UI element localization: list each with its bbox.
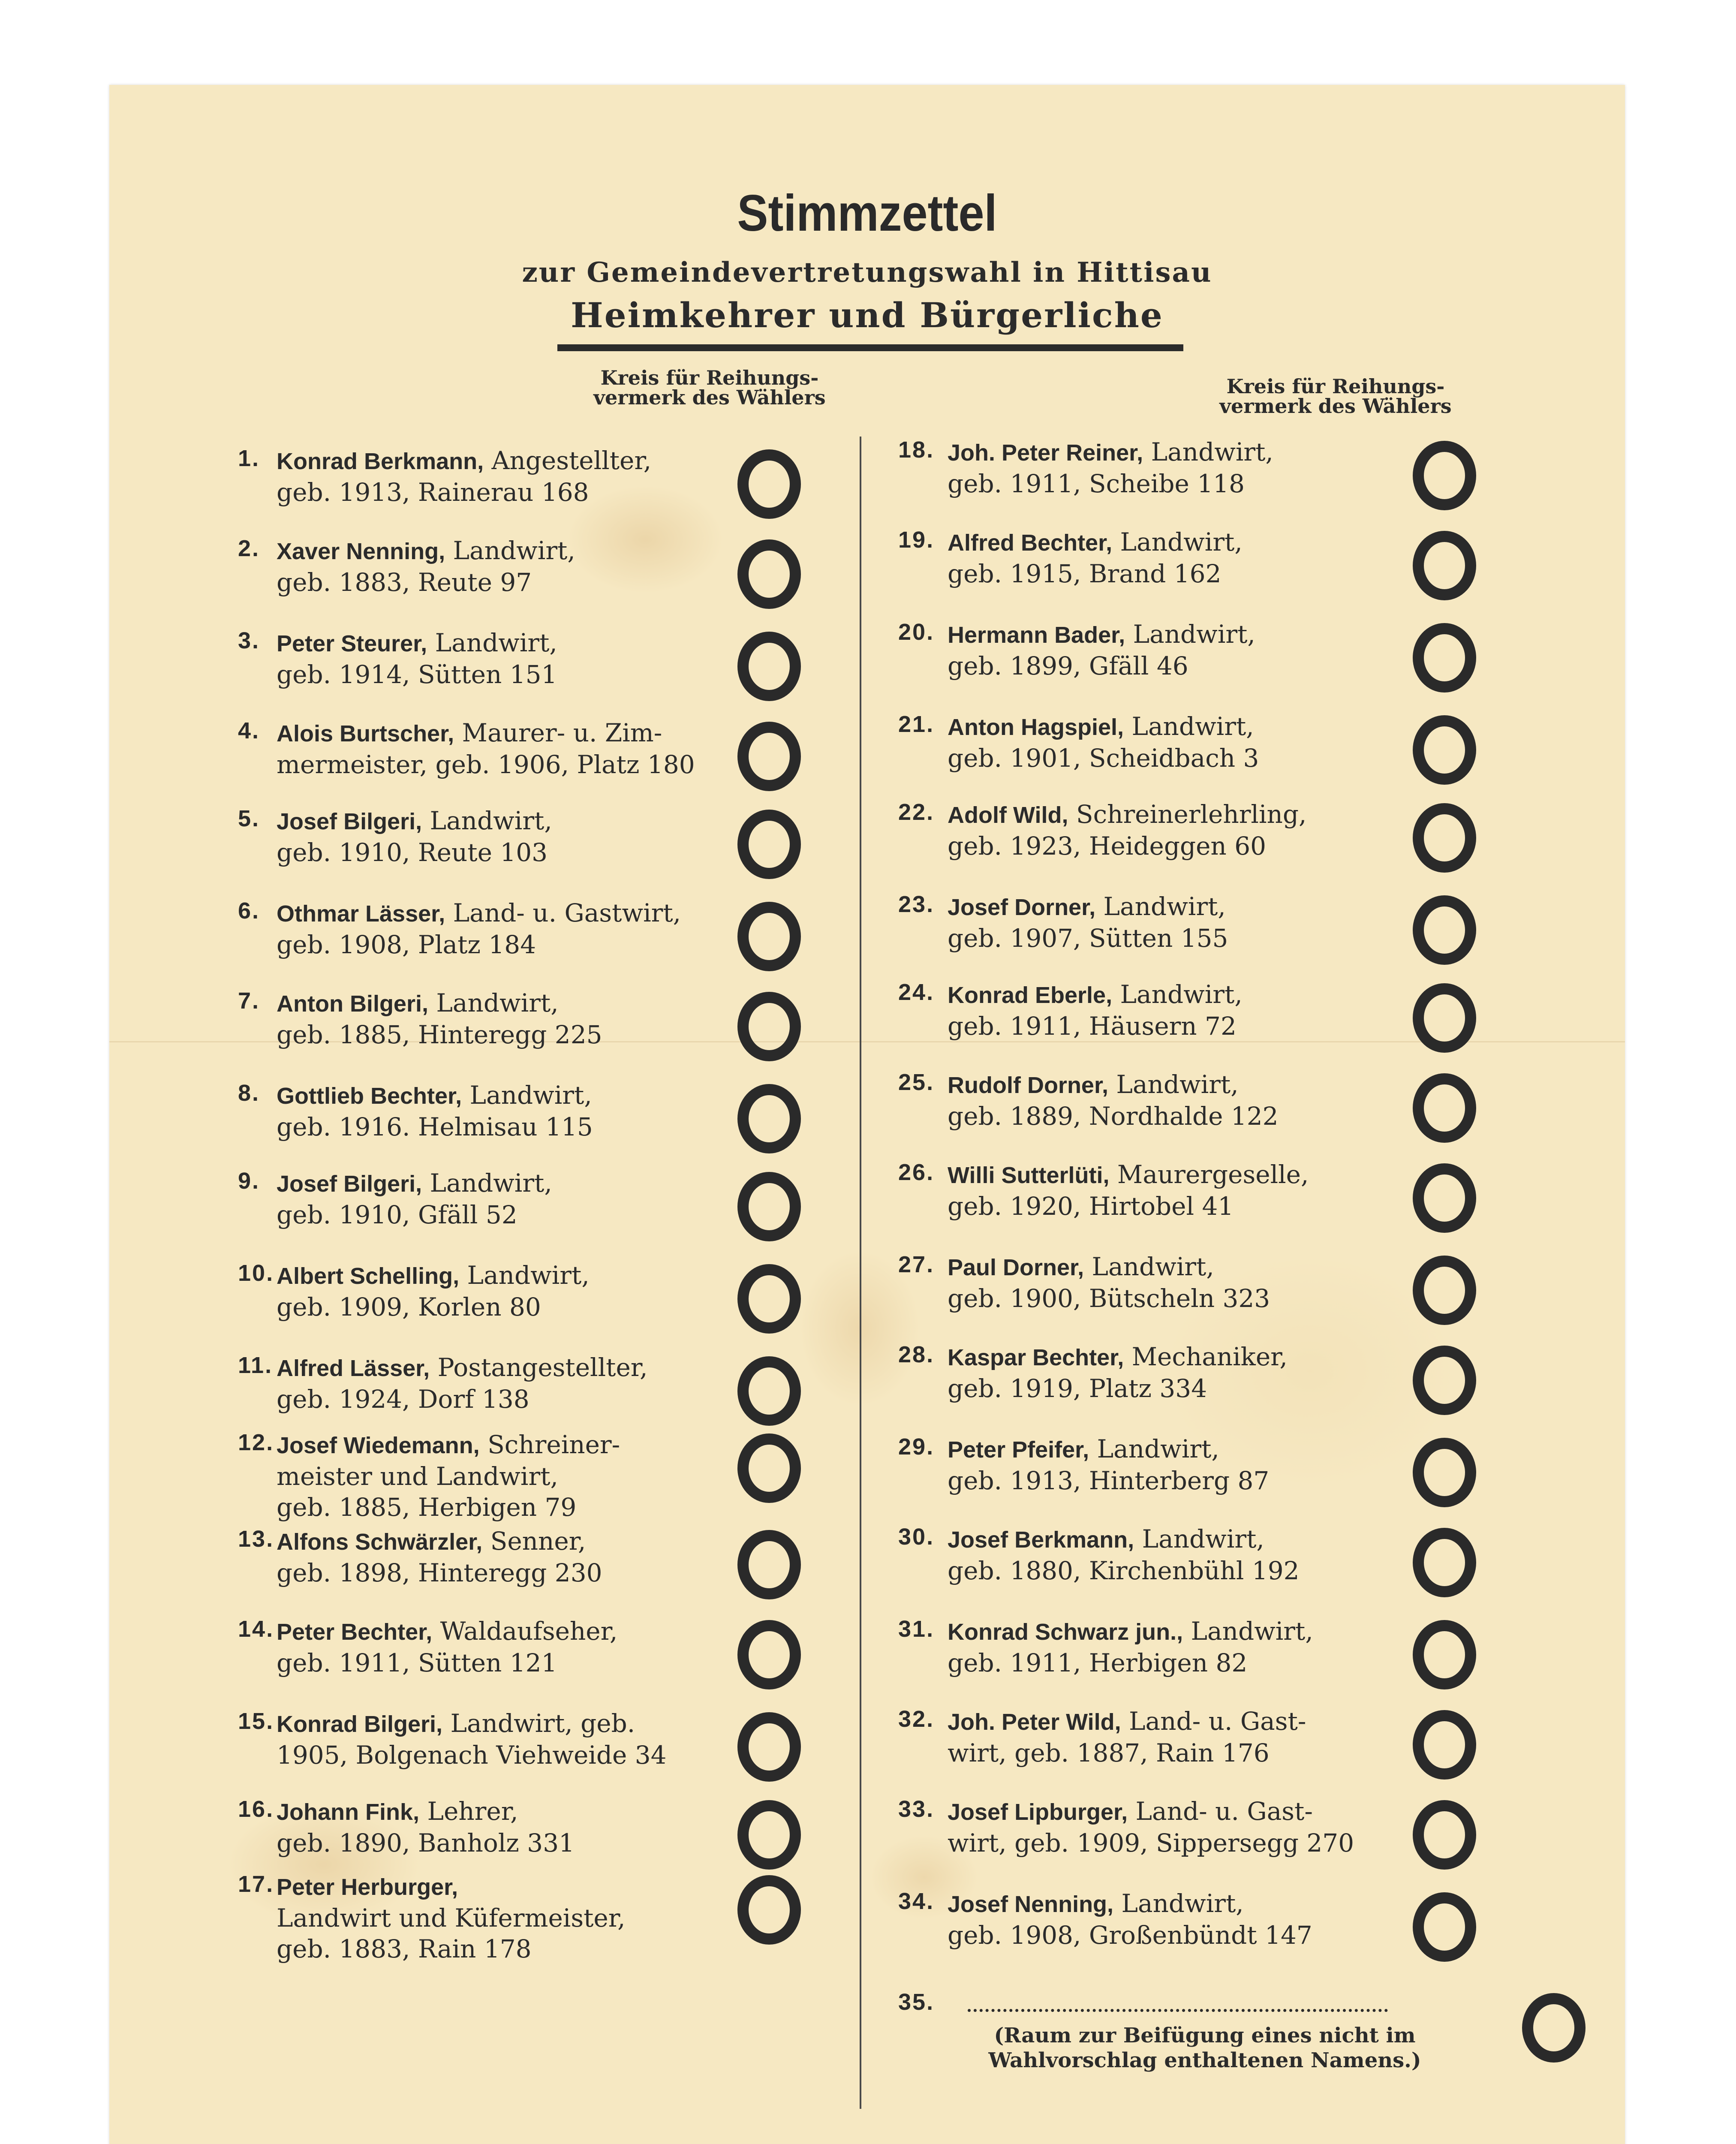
candidate-name: Josef Bilgeri, bbox=[277, 1171, 422, 1197]
candidate-number: 23. bbox=[898, 891, 935, 917]
candidate-name: Josef Bilgeri, bbox=[277, 809, 422, 834]
candidate-occupation: Lehrer, bbox=[419, 1797, 518, 1826]
ranking-circle[interactable] bbox=[1413, 803, 1476, 873]
candidate-detail-line: geb. 1908, Platz 184 bbox=[277, 930, 536, 959]
candidate-occupation: Landwirt, bbox=[428, 988, 559, 1018]
candidate-detail-line: geb. 1880, Kirchenbühl 192 bbox=[948, 1556, 1300, 1585]
ranking-circle[interactable] bbox=[737, 1264, 801, 1334]
candidate-occupation: Landwirt, bbox=[459, 1261, 590, 1290]
candidate-name: Johann Fink, bbox=[277, 1799, 420, 1825]
candidate-text bbox=[948, 979, 1243, 1042]
write-in-line[interactable] bbox=[963, 1993, 1388, 2024]
ballot-subtitle: zur Gemeindevertretungswahl in Hittisau bbox=[522, 256, 1212, 289]
candidate-text bbox=[277, 1526, 602, 1588]
candidate-detail-line: wirt, geb. 1887, Rain 176 bbox=[948, 1738, 1270, 1768]
candidate-name: Alfred Bechter, bbox=[948, 530, 1113, 556]
candidate-detail-line: geb. 1910, Gfäll 52 bbox=[277, 1200, 517, 1229]
candidate-detail-line: geb. 1900, Bütscheln 323 bbox=[948, 1284, 1270, 1313]
candidate-name: Alfons Schwärzler, bbox=[277, 1529, 483, 1555]
column-header-left bbox=[560, 368, 860, 407]
candidate-text bbox=[948, 1706, 1306, 1768]
candidate-occupation: Schreiner- bbox=[479, 1430, 620, 1459]
ballot-title: Stimmzettel bbox=[737, 184, 997, 242]
candidate-text bbox=[948, 619, 1255, 681]
ranking-circle[interactable] bbox=[1413, 1073, 1476, 1143]
candidate-text bbox=[277, 1871, 626, 1964]
candidate-detail-line: geb. 1910, Reute 103 bbox=[277, 838, 548, 867]
ranking-circle[interactable] bbox=[737, 1875, 801, 1945]
ranking-circle[interactable] bbox=[1413, 531, 1476, 600]
candidate-detail-line: geb. 1890, Banholz 331 bbox=[277, 1828, 575, 1858]
candidate-occupation: Landwirt, bbox=[1108, 1070, 1239, 1099]
candidate-detail-line: geb. 1913, Rainerau 168 bbox=[277, 478, 589, 507]
candidate-text bbox=[948, 799, 1306, 861]
candidate-occupation: Landwirt, geb. bbox=[442, 1709, 635, 1738]
candidate-name: Paul Dorner, bbox=[948, 1255, 1084, 1280]
candidate-occupation: Land- u. Gastwirt, bbox=[445, 898, 681, 927]
candidate-name: Joh. Peter Wild, bbox=[948, 1709, 1121, 1735]
candidate-detail-line: geb. 1911, Häusern 72 bbox=[948, 1012, 1237, 1041]
candidate-text bbox=[277, 535, 575, 598]
candidate-occupation: Landwirt, bbox=[1084, 1252, 1214, 1281]
candidate-number: 18. bbox=[898, 437, 935, 463]
candidate-detail-line: geb. 1899, Gfäll 46 bbox=[948, 651, 1188, 681]
candidate-occupation: Landwirt, bbox=[445, 536, 575, 565]
candidate-detail-line: geb. 1923, Heideggen 60 bbox=[948, 831, 1267, 861]
ranking-circle[interactable] bbox=[737, 902, 801, 971]
candidate-number: 10. bbox=[238, 1260, 274, 1286]
candidate-text bbox=[948, 1159, 1309, 1222]
ranking-circle[interactable] bbox=[737, 1172, 801, 1241]
candidate-name: Peter Steurer, bbox=[277, 631, 427, 656]
candidate-name: Kaspar Bechter, bbox=[948, 1345, 1124, 1370]
ranking-circle[interactable] bbox=[737, 1084, 801, 1153]
candidate-name: Konrad Schwarz jun., bbox=[948, 1619, 1183, 1645]
candidate-number: 13. bbox=[238, 1526, 274, 1552]
candidate-name: Willi Sutterlüti, bbox=[948, 1162, 1110, 1188]
candidate-text bbox=[277, 1080, 593, 1142]
ranking-circle[interactable] bbox=[737, 1800, 801, 1870]
candidate-occupation: Landwirt, bbox=[1112, 980, 1243, 1009]
candidate-text bbox=[277, 1429, 620, 1523]
candidate-text bbox=[948, 1524, 1300, 1586]
candidate-detail-line: geb. 1883, Reute 97 bbox=[277, 568, 532, 597]
ranking-circle[interactable] bbox=[737, 632, 801, 701]
candidate-occupation: Landwirt, bbox=[1143, 437, 1273, 467]
candidate-name: Konrad Berkmann, bbox=[277, 449, 484, 474]
candidate-detail-line: geb. 1907, Sütten 155 bbox=[948, 924, 1228, 953]
ranking-circle[interactable] bbox=[1413, 623, 1476, 693]
candidate-number: 28. bbox=[898, 1342, 935, 1367]
candidate-number: 21. bbox=[898, 711, 935, 737]
ranking-circle[interactable] bbox=[1413, 441, 1476, 510]
candidate-detail-line: mermeister, geb. 1906, Platz 180 bbox=[277, 750, 695, 779]
candidate-occupation: Schreinerlehrling, bbox=[1068, 800, 1307, 829]
list-name-underline bbox=[557, 344, 1183, 351]
candidate-detail-line: geb. 1911, Scheibe 118 bbox=[948, 469, 1245, 498]
candidate-name: Josef Wiedemann, bbox=[277, 1433, 480, 1458]
candidate-detail-line: geb. 1919, Platz 334 bbox=[948, 1374, 1207, 1403]
candidate-occupation: Senner, bbox=[482, 1527, 586, 1556]
candidate-name: Josef Lipburger, bbox=[948, 1799, 1128, 1825]
ballot-paper bbox=[109, 85, 1625, 2144]
candidate-text bbox=[948, 1251, 1270, 1314]
candidate-name: Gottlieb Bechter, bbox=[277, 1083, 462, 1109]
column-header-line: Kreis für Reihungs- bbox=[1226, 375, 1445, 398]
candidate-name: Alfred Lässer, bbox=[277, 1355, 430, 1381]
candidate-number: 25. bbox=[898, 1069, 935, 1095]
candidate-name: Anton Hagspiel, bbox=[948, 714, 1124, 740]
candidate-occupation: Landwirt, bbox=[427, 628, 557, 657]
candidate-detail-line: geb. 1909, Korlen 80 bbox=[277, 1292, 541, 1322]
candidate-text bbox=[277, 805, 552, 868]
candidate-number: 27. bbox=[898, 1252, 935, 1277]
ranking-circle[interactable] bbox=[1413, 1710, 1476, 1780]
candidate-name: Josef Nenning, bbox=[948, 1891, 1114, 1917]
candidate-occupation: Maurer- u. Zim- bbox=[454, 718, 662, 747]
candidate-name: Josef Dorner, bbox=[948, 894, 1096, 920]
candidate-number: 24. bbox=[898, 979, 935, 1005]
candidate-text bbox=[948, 1433, 1269, 1496]
candidate-detail-line: meister und Landwirt, bbox=[277, 1462, 558, 1491]
candidate-number: 12. bbox=[238, 1430, 274, 1455]
candidate-occupation: Landwirt, bbox=[1089, 1434, 1219, 1463]
candidate-detail-line: geb. 1911, Herbigen 82 bbox=[948, 1648, 1248, 1677]
ranking-circle[interactable] bbox=[1413, 895, 1476, 965]
candidate-occupation: Land- u. Gast- bbox=[1121, 1707, 1306, 1736]
column-header-right bbox=[1185, 376, 1486, 416]
ranking-circle[interactable] bbox=[737, 1530, 801, 1599]
candidate-name: Xaver Nenning, bbox=[277, 539, 445, 564]
candidate-text bbox=[277, 1352, 648, 1415]
candidate-detail-line: geb. 1924, Dorf 138 bbox=[277, 1385, 530, 1414]
candidate-number: 34. bbox=[898, 1888, 935, 1914]
candidate-text bbox=[948, 711, 1259, 774]
ranking-circle[interactable] bbox=[737, 810, 801, 879]
candidate-number: 1. bbox=[238, 446, 260, 471]
candidate-number: 8. bbox=[238, 1080, 260, 1106]
candidate-detail-line: geb. 1908, Großenbündt 147 bbox=[948, 1921, 1312, 1950]
candidate-name: Josef Berkmann, bbox=[948, 1527, 1134, 1553]
candidate-number: 11. bbox=[238, 1352, 273, 1378]
candidate-number: 15. bbox=[238, 1708, 274, 1734]
candidate-detail-line: geb. 1883, Rain 178 bbox=[277, 1934, 532, 1963]
candidate-occupation: Landwirt, bbox=[1113, 1889, 1244, 1918]
candidate-name: Peter Bechter, bbox=[277, 1619, 433, 1645]
candidate-number: 7. bbox=[238, 988, 260, 1014]
candidate-detail-line: geb. 1885, Hinteregg 225 bbox=[277, 1020, 602, 1049]
candidate-occupation: Landwirt, bbox=[1125, 620, 1255, 649]
candidate-occupation: Waldaufseher, bbox=[432, 1617, 618, 1646]
candidate-occupation: Postangestellter, bbox=[430, 1353, 648, 1382]
candidate-detail-line: geb. 1914, Sütten 151 bbox=[277, 660, 557, 689]
candidate-number: 20. bbox=[898, 619, 935, 645]
candidate-text bbox=[277, 717, 695, 780]
candidate-text bbox=[948, 891, 1228, 954]
candidate-number: 17. bbox=[238, 1871, 274, 1897]
candidate-number: 30. bbox=[898, 1524, 935, 1550]
candidate-occupation: Landwirt, bbox=[422, 1168, 552, 1198]
write-in-note-line: Wahlvorschlag enthaltenen Namens.) bbox=[988, 2048, 1421, 2072]
candidate-number: 2. bbox=[238, 536, 260, 561]
ranking-circle[interactable] bbox=[1413, 1528, 1476, 1597]
candidate-occupation: Landwirt, bbox=[422, 806, 552, 835]
ranking-circle[interactable] bbox=[1413, 1256, 1476, 1325]
ranking-circle[interactable] bbox=[1413, 1346, 1476, 1415]
candidate-occupation: Landwirt, bbox=[1112, 527, 1243, 557]
candidate-text bbox=[948, 1796, 1354, 1858]
candidate-text bbox=[948, 1069, 1279, 1132]
ranking-circle[interactable] bbox=[1413, 1800, 1476, 1870]
candidate-text bbox=[277, 897, 681, 960]
ranking-circle[interactable] bbox=[737, 1356, 801, 1426]
candidate-text bbox=[277, 1796, 575, 1858]
candidate-name: Anton Bilgeri, bbox=[277, 991, 428, 1017]
ranking-circle[interactable] bbox=[1522, 1993, 1586, 2063]
candidate-number: 4. bbox=[238, 718, 260, 744]
candidate-name: Peter Herburger, bbox=[277, 1874, 458, 1900]
ranking-circle[interactable] bbox=[1413, 1892, 1476, 1962]
column-header-line: vermerk des Wählers bbox=[593, 386, 826, 409]
candidate-occupation: Landwirt, bbox=[1095, 892, 1226, 921]
candidate-number: 6. bbox=[238, 898, 260, 924]
candidate-text bbox=[277, 1168, 552, 1230]
candidate-name: Peter Pfeifer, bbox=[948, 1437, 1089, 1463]
candidate-detail-line: geb. 1915, Brand 162 bbox=[948, 559, 1222, 588]
candidate-text bbox=[277, 627, 557, 690]
candidate-detail-line: geb. 1889, Nordhalde 122 bbox=[948, 1102, 1279, 1131]
candidate-name: Alois Burtscher, bbox=[277, 721, 454, 747]
write-in-note bbox=[948, 2023, 1462, 2073]
candidate-number: 32. bbox=[898, 1706, 935, 1732]
ranking-circle[interactable] bbox=[1413, 1163, 1476, 1233]
candidate-number: 16. bbox=[238, 1796, 274, 1822]
write-in-note-line: (Raum zur Beifügung eines nicht im bbox=[994, 2024, 1416, 2048]
candidate-text bbox=[948, 1888, 1312, 1951]
column-header-line: vermerk des Wählers bbox=[1219, 394, 1452, 418]
ranking-circle[interactable] bbox=[1413, 715, 1476, 785]
candidate-name: Konrad Eberle, bbox=[948, 982, 1113, 1008]
candidate-number: 3. bbox=[238, 628, 260, 653]
ranking-circle[interactable] bbox=[737, 539, 801, 609]
candidate-detail-line: geb. 1911, Sütten 121 bbox=[277, 1648, 557, 1677]
candidate-detail-line: geb. 1920, Hirtobel 41 bbox=[948, 1192, 1234, 1221]
column-divider bbox=[860, 437, 861, 2109]
candidate-number: 9. bbox=[238, 1168, 260, 1194]
candidate-number: 14. bbox=[238, 1616, 274, 1642]
candidate-name: Hermann Bader, bbox=[948, 622, 1125, 648]
candidate-number: 19. bbox=[898, 527, 935, 553]
candidate-number: 26. bbox=[898, 1159, 935, 1185]
ranking-circle[interactable] bbox=[1413, 1620, 1476, 1689]
candidate-text bbox=[948, 437, 1273, 499]
write-in-number: 35. bbox=[898, 1989, 935, 2015]
candidate-name: Rudolf Dorner, bbox=[948, 1072, 1108, 1098]
candidate-number: 5. bbox=[238, 806, 260, 831]
candidate-occupation: Landwirt, bbox=[1134, 1524, 1264, 1554]
candidate-detail-line: geb. 1898, Hinteregg 230 bbox=[277, 1558, 602, 1587]
candidate-number: 31. bbox=[898, 1616, 935, 1642]
candidate-text bbox=[277, 1616, 617, 1678]
candidate-text bbox=[948, 527, 1243, 589]
ranking-circle[interactable] bbox=[737, 1433, 801, 1503]
candidate-name: Konrad Bilgeri, bbox=[277, 1711, 443, 1737]
candidate-name: Albert Schelling, bbox=[277, 1263, 460, 1289]
candidate-occupation: Maurergeselle, bbox=[1109, 1160, 1309, 1189]
candidate-number: 29. bbox=[898, 1434, 935, 1460]
candidate-occupation: Land- u. Gast- bbox=[1128, 1797, 1313, 1826]
ranking-circle[interactable] bbox=[737, 449, 801, 519]
candidate-detail-line: geb. 1885, Herbigen 79 bbox=[277, 1493, 577, 1522]
ranking-circle[interactable] bbox=[1413, 983, 1476, 1053]
candidate-text bbox=[277, 988, 602, 1050]
candidate-name: Othmar Lässer, bbox=[277, 901, 445, 927]
candidate-detail-line: geb. 1913, Hinterberg 87 bbox=[948, 1466, 1270, 1495]
list-name: Heimkehrer und Bürgerliche bbox=[571, 295, 1164, 335]
candidate-name: Adolf Wild, bbox=[948, 802, 1068, 828]
candidate-detail-line: wirt, geb. 1909, Sippersegg 270 bbox=[948, 1828, 1354, 1858]
candidate-detail-line: geb. 1916. Helmisau 115 bbox=[277, 1112, 593, 1141]
candidate-occupation: Mechaniker, bbox=[1124, 1342, 1288, 1371]
candidate-number: 22. bbox=[898, 799, 935, 825]
candidate-text bbox=[277, 1260, 590, 1322]
candidate-text bbox=[948, 1616, 1313, 1678]
candidate-text bbox=[948, 1341, 1288, 1404]
ranking-circle[interactable] bbox=[737, 722, 801, 791]
column-header-line: Kreis für Reihungs- bbox=[600, 366, 819, 389]
candidate-detail-line: 1905, Bolgenach Viehweide 34 bbox=[277, 1740, 667, 1770]
candidate-occupation: Angestellter, bbox=[484, 446, 652, 475]
candidate-detail-line: Landwirt und Küfermeister, bbox=[277, 1903, 626, 1933]
candidate-text bbox=[277, 1708, 667, 1771]
candidate-detail-line: geb. 1901, Scheidbach 3 bbox=[948, 744, 1259, 773]
ranking-circle[interactable] bbox=[737, 992, 801, 1061]
ranking-circle[interactable] bbox=[737, 1712, 801, 1782]
candidate-occupation: Landwirt, bbox=[1124, 712, 1254, 741]
candidate-occupation: Landwirt, bbox=[462, 1081, 592, 1110]
ranking-circle[interactable] bbox=[737, 1620, 801, 1689]
candidate-number: 33. bbox=[898, 1796, 935, 1822]
candidate-occupation: Landwirt, bbox=[1183, 1617, 1313, 1646]
ranking-circle[interactable] bbox=[1413, 1438, 1476, 1507]
candidate-text bbox=[277, 445, 651, 508]
candidate-name: Joh. Peter Reiner, bbox=[948, 440, 1143, 466]
